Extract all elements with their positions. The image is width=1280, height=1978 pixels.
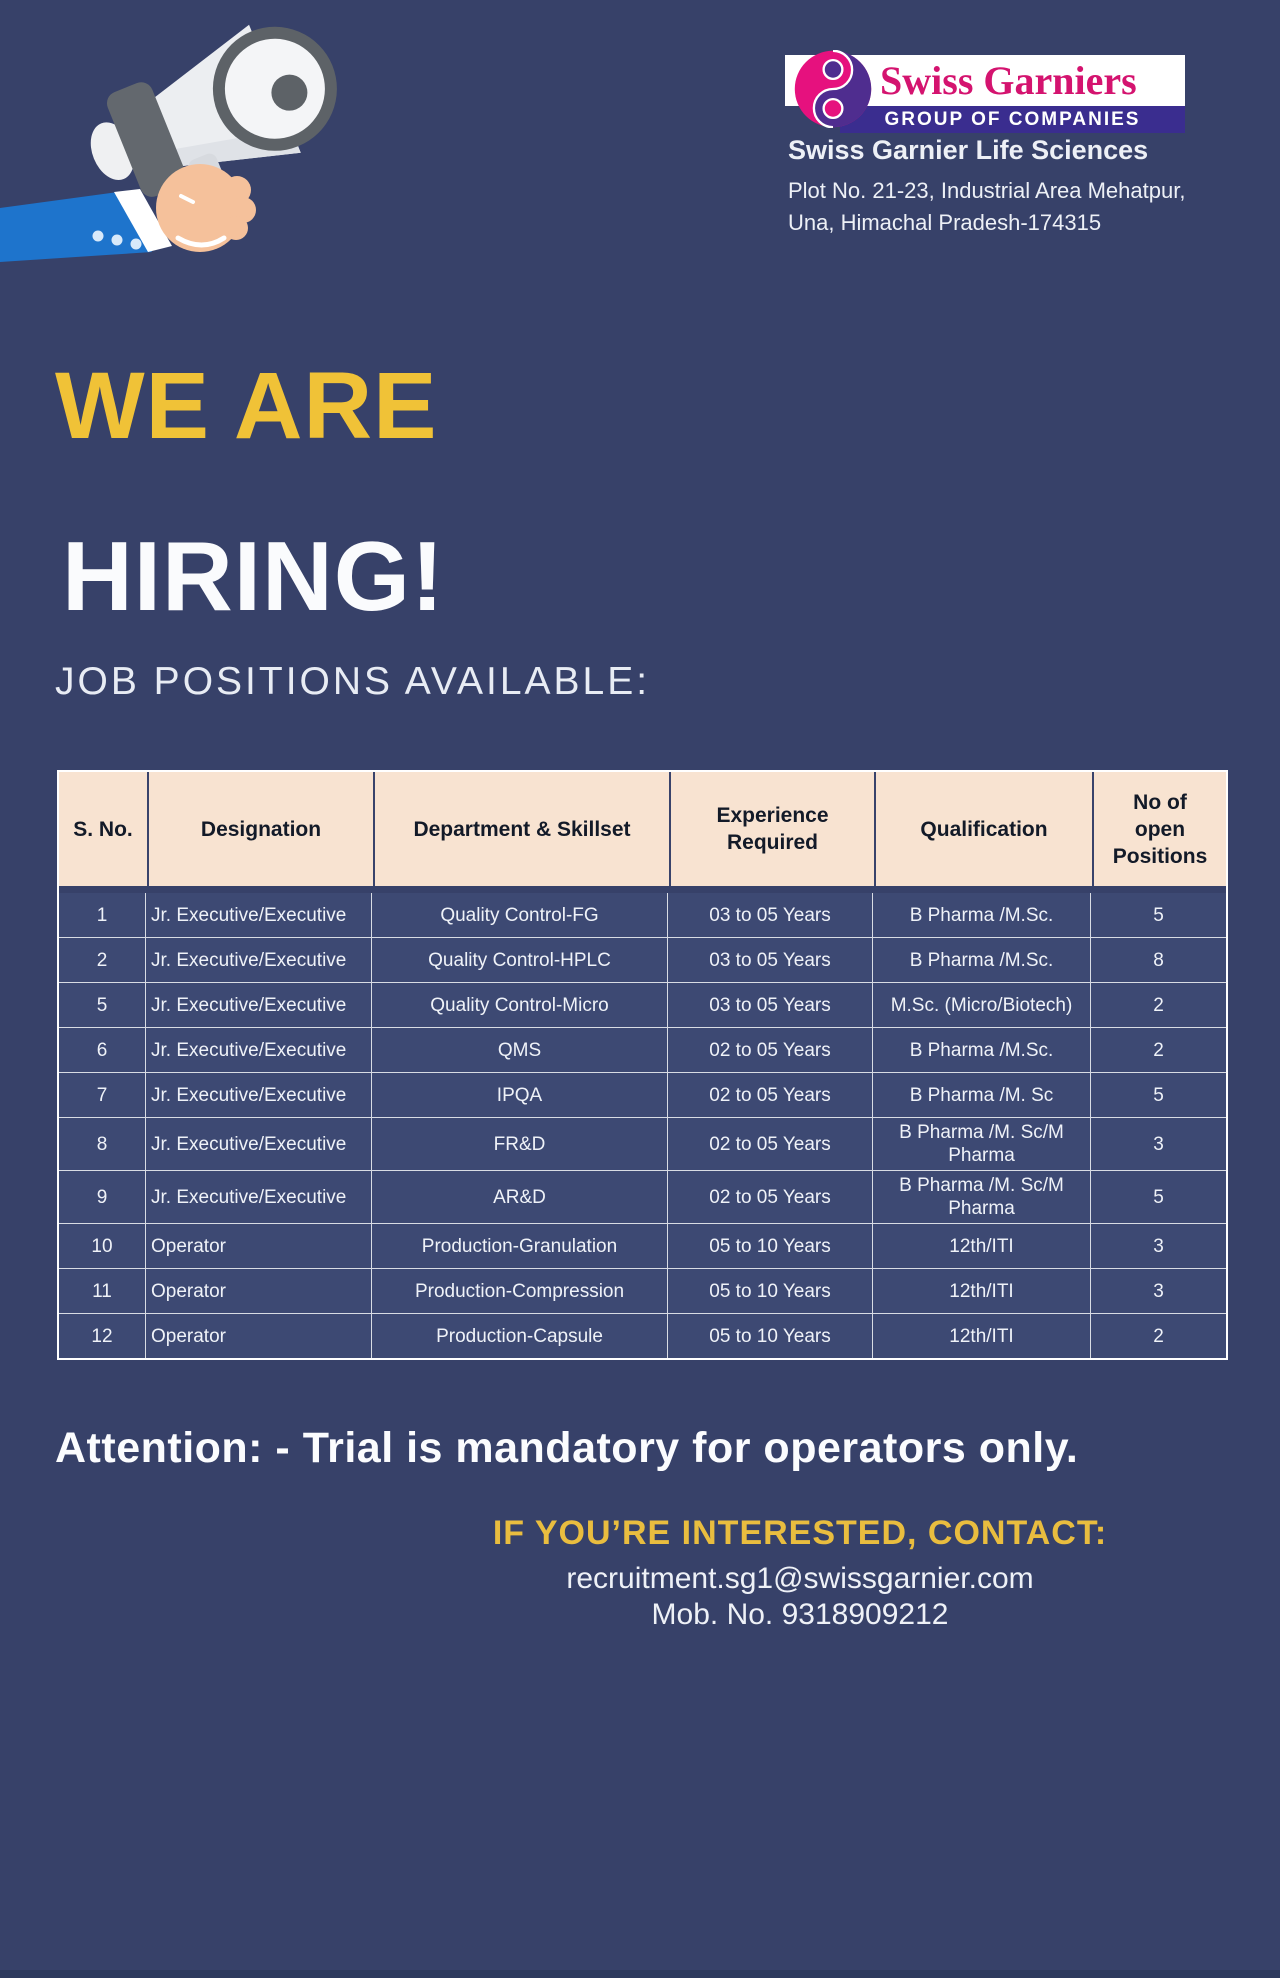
table-cell-positions: 5 bbox=[1090, 1171, 1226, 1223]
column-header-sno: S. No. bbox=[73, 817, 133, 841]
table-cell-positions: 3 bbox=[1090, 1269, 1226, 1313]
table-cell-experience: 02 to 05 Years bbox=[667, 1028, 872, 1072]
table-cell-sno: 7 bbox=[96, 1084, 108, 1106]
table-cell-experience: 03 to 05 Years bbox=[667, 893, 872, 937]
table-cell-experience: 02 to 05 Years bbox=[667, 1171, 872, 1223]
table-row bbox=[59, 1170, 1226, 1223]
company-address-line1: Plot No. 21-23, Industrial Area Mehatpur, bbox=[788, 178, 1186, 203]
table-cell-designation: Jr. Executive/Executive bbox=[145, 893, 371, 937]
table-row bbox=[59, 1117, 1226, 1170]
table-cell-qualification: B Pharma /M.Sc. bbox=[872, 893, 1090, 937]
table-cell-qualification: 12th/ITI bbox=[872, 1314, 1090, 1358]
column-header-department: Department & Skillset bbox=[373, 772, 669, 886]
table-row bbox=[59, 1027, 1226, 1072]
company-name: Swiss Garnier Life Sciences bbox=[788, 135, 1149, 165]
contact-heading: IF YOU’RE INTERESTED, CONTACT: bbox=[492, 1514, 1108, 1552]
table-cell-qualification: B Pharma /M. Sc bbox=[872, 1073, 1090, 1117]
table-cell-experience: 03 to 05 Years bbox=[667, 983, 872, 1027]
table-cell-experience: 03 to 05 Years bbox=[667, 938, 872, 982]
brand-logo-icon bbox=[794, 50, 872, 128]
table-row bbox=[59, 1268, 1226, 1313]
table-cell-sno: 9 bbox=[96, 1186, 108, 1208]
section-subtitle: JOB POSITIONS AVAILABLE: bbox=[55, 660, 651, 703]
table-row bbox=[59, 1313, 1226, 1358]
table-cell-sno: 12 bbox=[91, 1325, 113, 1347]
column-header-positions: No of open Positions bbox=[1092, 772, 1226, 886]
footer-bar bbox=[0, 1970, 1280, 1978]
table-cell-positions: 5 bbox=[1090, 893, 1226, 937]
table-row bbox=[59, 1072, 1226, 1117]
table-cell-designation: Jr. Executive/Executive bbox=[145, 1118, 371, 1170]
table-cell-designation: Operator bbox=[145, 1269, 371, 1313]
table-cell-experience: 05 to 10 Years bbox=[667, 1269, 872, 1313]
table-cell-qualification: B Pharma /M.Sc. bbox=[872, 1028, 1090, 1072]
hero-line-hiring: HIRING! bbox=[62, 521, 445, 631]
table-cell-department: Production-Compression bbox=[371, 1269, 667, 1313]
table-cell-qualification: B Pharma /M. Sc/M Pharma bbox=[872, 1118, 1090, 1170]
table-cell-designation: Operator bbox=[145, 1224, 371, 1268]
table-cell-sno: 6 bbox=[96, 1039, 108, 1061]
table-cell-sno: 8 bbox=[96, 1133, 108, 1155]
table-header-gap bbox=[59, 886, 1226, 893]
contact-mobile: Mob. No. 9318909212 bbox=[651, 1598, 949, 1631]
table-cell-sno: 1 bbox=[96, 904, 108, 926]
table-cell-sno: 2 bbox=[96, 949, 108, 971]
table-cell-sno: 10 bbox=[91, 1235, 113, 1257]
table-cell-department: FR&D bbox=[371, 1118, 667, 1170]
table-cell-designation: Jr. Executive/Executive bbox=[145, 1171, 371, 1223]
contact-email: recruitment.sg1@swissgarnier.com bbox=[566, 1562, 1034, 1595]
column-header-designation: Designation bbox=[147, 772, 373, 886]
table-cell-sno: 11 bbox=[92, 1280, 112, 1302]
table-cell-positions: 2 bbox=[1090, 1314, 1226, 1358]
brand-name: Swiss Garniers bbox=[880, 57, 1137, 103]
table-cell-department: AR&D bbox=[371, 1171, 667, 1223]
table-cell-positions: 5 bbox=[1090, 1073, 1226, 1117]
contact-block bbox=[420, 1514, 1180, 1633]
table-cell-designation: Operator bbox=[145, 1314, 371, 1358]
table-cell-department: QMS bbox=[371, 1028, 667, 1072]
megaphone-icon bbox=[0, 0, 340, 275]
table-row bbox=[59, 1223, 1226, 1268]
table-cell-positions: 3 bbox=[1090, 1118, 1226, 1170]
table-cell-experience: 02 to 05 Years bbox=[667, 1073, 872, 1117]
table-cell-designation: Jr. Executive/Executive bbox=[145, 983, 371, 1027]
table-cell-qualification: M.Sc. (Micro/Biotech) bbox=[872, 983, 1090, 1027]
table-cell-qualification: 12th/ITI bbox=[872, 1224, 1090, 1268]
table-cell-designation: Jr. Executive/Executive bbox=[145, 1073, 371, 1117]
column-header-qualification: Qualification bbox=[874, 772, 1092, 886]
table-cell-positions: 8 bbox=[1090, 938, 1226, 982]
job-table-body bbox=[59, 893, 1226, 1358]
table-cell-sno: 5 bbox=[96, 994, 108, 1016]
table-cell-qualification: 12th/ITI bbox=[872, 1269, 1090, 1313]
table-cell-designation: Jr. Executive/Executive bbox=[145, 938, 371, 982]
table-cell-positions: 2 bbox=[1090, 983, 1226, 1027]
column-header-experience: Experience Required bbox=[669, 772, 874, 886]
table-cell-department: IPQA bbox=[371, 1073, 667, 1117]
table-cell-experience: 05 to 10 Years bbox=[667, 1314, 872, 1358]
table-cell-positions: 2 bbox=[1090, 1028, 1226, 1072]
table-cell-designation: Jr. Executive/Executive bbox=[145, 1028, 371, 1072]
table-row bbox=[59, 937, 1226, 982]
table-cell-department: Production-Capsule bbox=[371, 1314, 667, 1358]
job-table bbox=[57, 770, 1228, 1360]
attention-note: Attention: - Trial is mandatory for operators only. bbox=[55, 1424, 1079, 1472]
job-table-header bbox=[59, 772, 1226, 886]
table-cell-experience: 05 to 10 Years bbox=[667, 1224, 872, 1268]
hero-line-we-are: WE ARE bbox=[55, 353, 438, 459]
table-cell-department: Production-Granulation bbox=[371, 1224, 667, 1268]
table-row bbox=[59, 893, 1226, 937]
table-cell-qualification: B Pharma /M.Sc. bbox=[872, 938, 1090, 982]
table-cell-department: Quality Control-HPLC bbox=[371, 938, 667, 982]
table-cell-positions: 3 bbox=[1090, 1224, 1226, 1268]
company-address-line2: Una, Himachal Pradesh-174315 bbox=[788, 210, 1102, 235]
brand-tagline: GROUP OF COMPANIES bbox=[840, 106, 1185, 133]
table-row bbox=[59, 982, 1226, 1027]
table-cell-qualification: B Pharma /M. Sc/M Pharma bbox=[872, 1171, 1090, 1223]
table-cell-department: Quality Control-FG bbox=[371, 893, 667, 937]
table-cell-experience: 02 to 05 Years bbox=[667, 1118, 872, 1170]
table-cell-department: Quality Control-Micro bbox=[371, 983, 667, 1027]
